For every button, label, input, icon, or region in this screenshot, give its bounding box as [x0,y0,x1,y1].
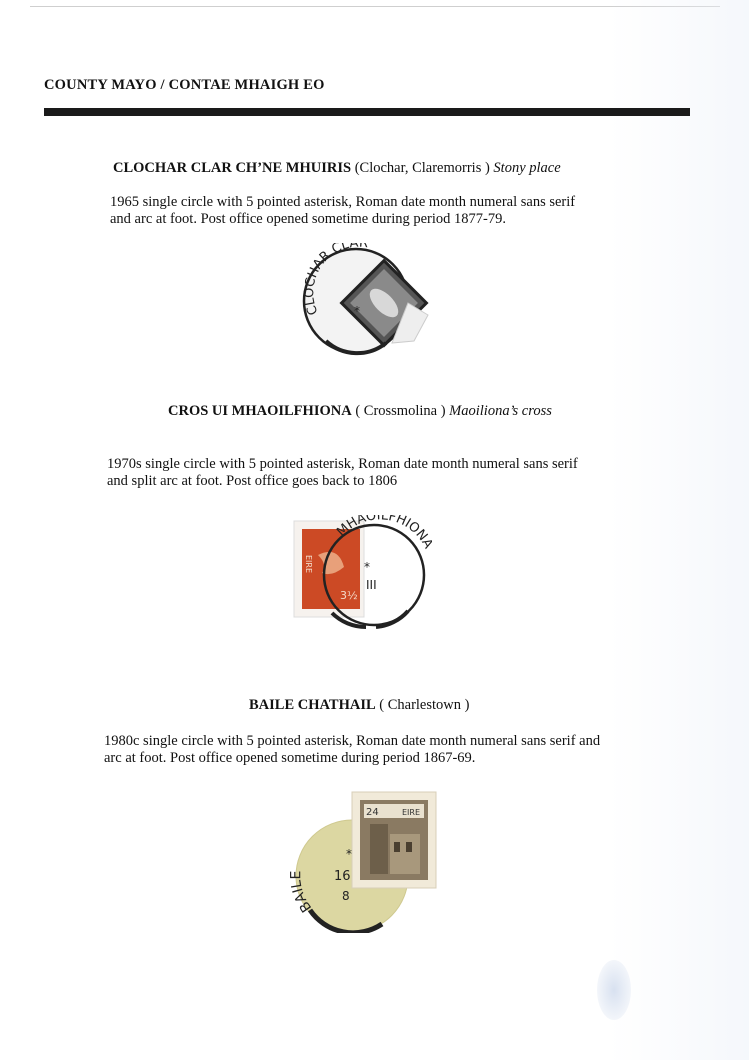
entry-description-baile [104,733,634,767]
description-line: 1965 single circle with 5 pointed asterisk, Roman date month numeral sans serif [110,194,576,210]
svg-text:*: * [364,560,370,574]
description-line: arc at foot. Post office opened sometime during period 1867-69. [104,750,476,766]
entry-title-bold: BAILE CHATHAIL [249,697,376,713]
entry-title-plain: ( Crossmolina ) [351,403,450,419]
description-line: 1980c single circle with 5 pointed asterisk, Roman date month numeral sans serif and [104,733,601,749]
entry-title-bold: CLOCHAR CLAR CH’NE MHUIRIS [113,160,352,176]
header-rule [44,108,690,116]
entry-title-italic: Stony place [493,160,561,176]
entry-title-plain: ( Charlestown ) [375,697,470,713]
postmark-arc-text: CLOCHAR CLAR [302,243,369,317]
postmark-image-baile [290,788,440,933]
stamp-value-text: 24 [366,807,379,818]
entry-title-italic: Maoiliona’s cross [449,403,552,419]
stamp-country-text: EIRE [304,555,313,574]
stamp-value-text: 3½ [340,589,358,602]
svg-text:*: * [354,304,360,318]
entry-description-cros [107,456,637,490]
postmark-date-text: III [366,578,377,592]
description-line: 1970s single circle with 5 pointed asterisk, Roman date month numeral sans serif [107,456,578,472]
description-line: and split arc at foot. Post office goes back to 1806 [107,473,398,489]
entry-title-cros [168,403,552,420]
entry-title-baile [249,697,469,714]
entry-description-clochar [110,194,630,228]
postmark-year-text: 8 [342,889,350,903]
entry-title-bold: CROS UI MHAOILFHIONA [168,403,352,419]
postmark-image-cros [282,515,432,635]
scan-blemish [597,960,631,1020]
entry-title-clochar [113,160,561,177]
postmark-image-clochar [296,243,436,358]
page-header: COUNTY MAYO / CONTAE MHAIGH EO [44,77,325,93]
postmark-date-text: 16 [334,869,351,884]
postmark-arc-text: BAIL [290,878,316,915]
postmark-arc-text: MHAOILFHION [334,515,431,544]
entry-title-plain: (Clochar, Claremorris ) [351,160,494,176]
svg-text:*: * [346,847,352,861]
scan-shading [609,0,749,1060]
description-line: and arc at foot. Post office opened sometime during period 1877-79. [110,211,506,227]
stamp-country-text: EIRE [402,808,421,817]
